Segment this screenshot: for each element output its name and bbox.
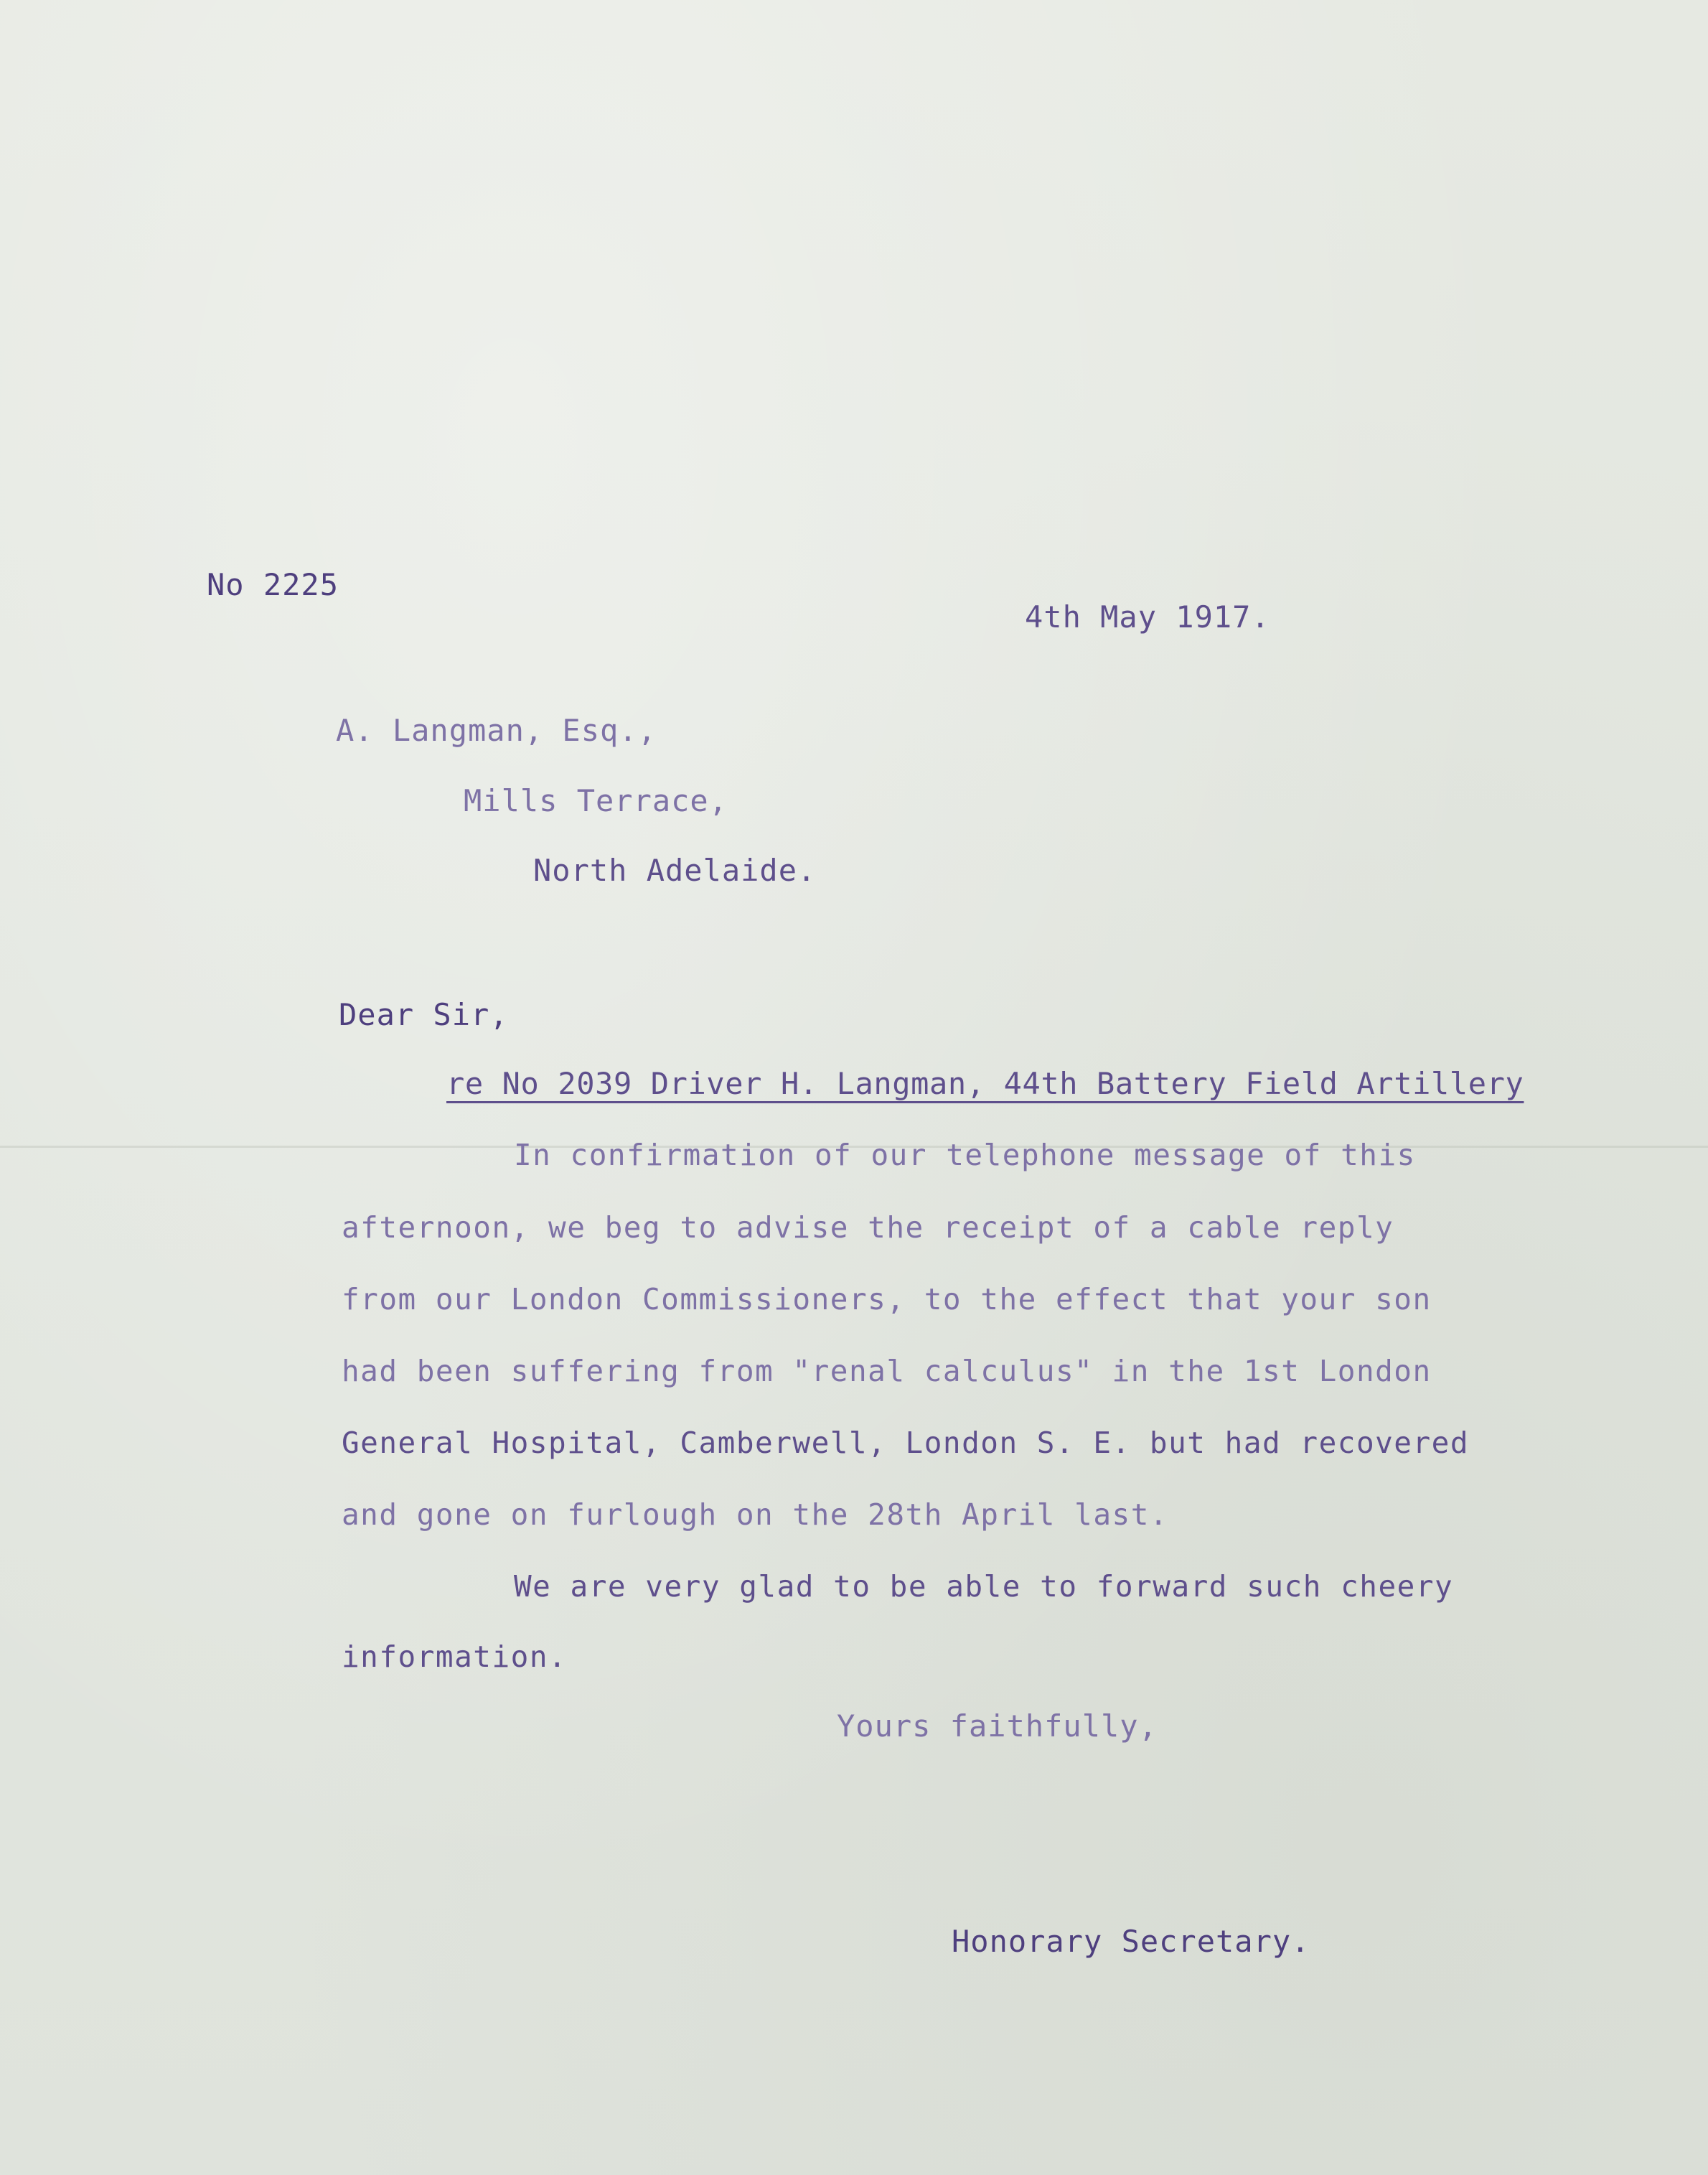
body-line: General Hospital, Camberwell, London S. E. but had recovered	[342, 1426, 1470, 1460]
recipient-street: Mills Terrace,	[464, 783, 728, 818]
reference-number: No 2225	[207, 567, 339, 602]
recipient-name: A. Langman, Esq.,	[336, 713, 657, 748]
signatory-title: Honorary Secretary.	[952, 1924, 1310, 1959]
body-line: afternoon, we beg to advise the receipt of a cable reply	[342, 1210, 1394, 1245]
recipient-city: North Adelaide.	[533, 853, 817, 888]
body-line: from our London Commissioners, to the effect that your son	[342, 1282, 1432, 1316]
body-line: In confirmation of our telephone message of this	[514, 1138, 1416, 1172]
body-line: had been suffering from "renal calculus" in the 1st London	[342, 1354, 1432, 1388]
body-line: We are very glad to be able to forward such cheery	[514, 1569, 1454, 1604]
letter-date: 4th May 1917.	[1025, 599, 1270, 635]
closing: Yours faithfully,	[837, 1708, 1158, 1744]
salutation: Dear Sir,	[339, 997, 509, 1032]
body-line: information.	[342, 1640, 568, 1674]
body-line: and gone on furlough on the 28th April last.	[342, 1497, 1169, 1532]
subject-line: re No 2039 Driver H. Langman, 44th Battery Field Artillery	[446, 1066, 1524, 1101]
